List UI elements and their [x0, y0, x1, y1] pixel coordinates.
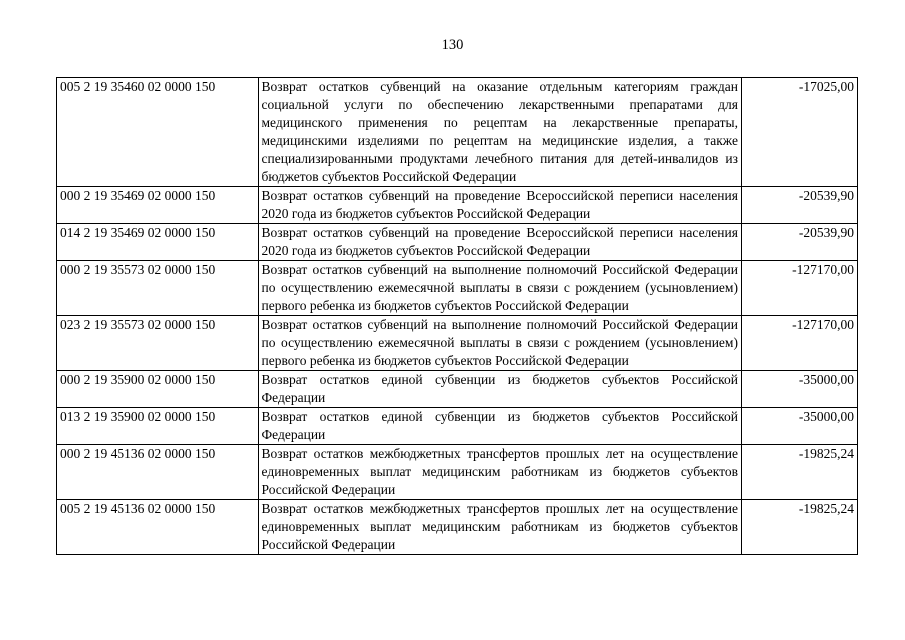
amount-cell: -20539,90: [741, 187, 857, 224]
description-cell: Возврат остатков субвенций на оказание отдельным категориям граждан социальной услуги по обеспечению лекарственными препаратами для медицинского применения по рецептам на лекарственные препараты, медицинскими изделиями по рецептам на медицинские изделия, а также специализированными продуктами лечебного питания для детей-инвалидов из бюджетов субъектов Российской Федерации: [258, 78, 741, 187]
amount-cell: -19825,24: [741, 500, 857, 555]
budget-code-cell: 000 2 19 35469 02 0000 150: [57, 187, 259, 224]
budget-code-cell: 000 2 19 35900 02 0000 150: [57, 371, 259, 408]
table-row: [57, 500, 858, 555]
table-row: [57, 224, 858, 261]
description-cell: Возврат остатков единой субвенции из бюджетов субъектов Российской Федерации: [258, 408, 741, 445]
budget-code-cell: 023 2 19 35573 02 0000 150: [57, 316, 259, 371]
amount-cell: -19825,24: [741, 445, 857, 500]
description-cell: Возврат остатков межбюджетных трансфертов прошлых лет на осуществление единовременных выплат медицинским работникам из бюджетов субъектов Российской Федерации: [258, 445, 741, 500]
amount-cell: -35000,00: [741, 408, 857, 445]
table-row: [57, 445, 858, 500]
amount-cell: -35000,00: [741, 371, 857, 408]
description-cell: Возврат остатков межбюджетных трансфертов прошлых лет на осуществление единовременных выплат медицинским работникам из бюджетов субъектов Российской Федерации: [258, 500, 741, 555]
amount-cell: -127170,00: [741, 261, 857, 316]
table-row: [57, 316, 858, 371]
table-row: [57, 78, 858, 187]
description-cell: Возврат остатков субвенций на проведение Всероссийской переписи населения 2020 года из бюджетов субъектов Российской Федерации: [258, 187, 741, 224]
description-cell: Возврат остатков субвенций на проведение Всероссийской переписи населения 2020 года из бюджетов субъектов Российской Федерации: [258, 224, 741, 261]
amount-cell: -17025,00: [741, 78, 857, 187]
table-row: [57, 261, 858, 316]
budget-code-cell: 005 2 19 35460 02 0000 150: [57, 78, 259, 187]
budget-code-cell: 014 2 19 35469 02 0000 150: [57, 224, 259, 261]
table-row: [57, 408, 858, 445]
description-cell: Возврат остатков субвенций на выполнение полномочий Российской Федерации по осуществлению ежемесячной выплаты в связи с рождением (усыновлением) первого ребенка из бюджетов субъектов Российской Федерации: [258, 316, 741, 371]
budget-table: [56, 77, 858, 555]
budget-code-cell: 000 2 19 45136 02 0000 150: [57, 445, 259, 500]
budget-code-cell: 000 2 19 35573 02 0000 150: [57, 261, 259, 316]
description-cell: Возврат остатков единой субвенции из бюджетов субъектов Российской Федерации: [258, 371, 741, 408]
budget-code-cell: 005 2 19 45136 02 0000 150: [57, 500, 259, 555]
page-number: 130: [441, 37, 464, 53]
table-row: [57, 187, 858, 224]
amount-cell: -20539,90: [741, 224, 857, 261]
description-cell: Возврат остатков субвенций на выполнение полномочий Российской Федерации по осуществлению ежемесячной выплаты в связи с рождением (усыновлением) первого ребенка из бюджетов субъектов Российской Федерации: [258, 261, 741, 316]
table-row: [57, 371, 858, 408]
amount-cell: -127170,00: [741, 316, 857, 371]
budget-code-cell: 013 2 19 35900 02 0000 150: [57, 408, 259, 445]
